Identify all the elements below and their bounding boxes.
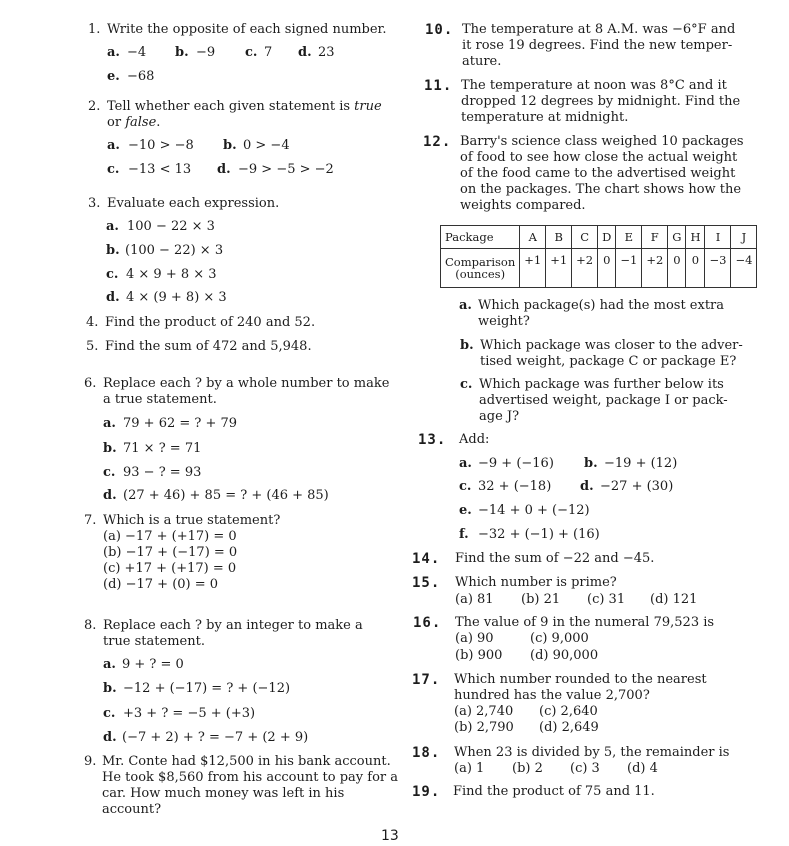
choice: (a) 2,740 <box>454 704 514 719</box>
choice: (b) 900 <box>455 648 503 663</box>
choice: (a) 1 <box>454 761 485 776</box>
choice: (b) 2 <box>512 761 543 776</box>
choice: (a) 90 <box>455 631 494 646</box>
choice: (c) 31 <box>587 592 626 607</box>
choice: (b) −17 + (−17) = 0 <box>103 545 238 560</box>
choice: (d) −17 + (0) = 0 <box>103 577 219 592</box>
package-weight-table <box>440 225 757 288</box>
choice: (b) 2,790 <box>454 720 514 735</box>
choice: (c) 9,000 <box>530 631 589 646</box>
page-number: 13 <box>381 828 399 844</box>
choice: (d) 4 <box>627 761 658 776</box>
choice: (d) 121 <box>650 592 698 607</box>
worksheet-page: 1. Write the opposite of each signed number. a. −4 b. −9 c. 7 d. 23 e. −68 2. Tell whether each given statement is true or false. a. −10 > −8 b. 0 > −4 c. −13 < 13 d. −9 > −5 > −2 3. Evaluate each expression. a. 100 − 22 × 3 b. (100 − 22) × 3 c. 4 × 9 + 8 × 3 d. 4 × (9 + 8) × 3 4. Find the product of 240 and 52. 5. Find the sum of 472 and 5,948. 6. Replace each ? by a whole number to make a true statement. a. 79 + 62 = ? + 79 b. 71 × ? = 71 c. 93 − ? = 93 d. (27 + 46) + 85 = ? + (46 + 85) 7. Which is a true statement? (a) −17 + (+17) = 0 (b) −17 + (−17) = 0 (c) +17 + (+17) = 0 (d) −17 + (0) = 0 8. Replace each ? by an integer to make a true statement. a. 9 + ? = 0 b. −12 + (−17) = ? + (−12) c. +3 + ? = −5 + (+3) d. (−7 + 2) + ? = −7 + (2 + 9) 9. Mr. Conte had $12,500 in his bank account. He took $8,560 from his account to pay for a car. How much money was left in his account? 10. The temperature at 8 A.M. was −6°F and it rose 19 degrees. Find the new temper- ature. 11. The temperature at noon was 8°C and it dropped 12 degrees by midnight. Find the temperature at midnight. 12. Barry's science class weighed 10 packages of food to see how close the actual weight of the food came to the advertised weight on the packages. The chart shows how the weights compared. Package A B C D E F G H I J Comparison (ounces) +1 +1 +2 0 −1 +2 0 0 −3 −4 a. Which package(s) had the most extra weight? b. Which package was closer to the adver- tised weight, package C or package E? c. Which package was further below its advertised weight, package I or pack- age J? 13. Add: a. −9 + (−16) b. −19 + (12) c. 32 + (−18) d. −27 + (30) e. −14 + 0 + (−12) f. −32 + (−1) + (16) 14. Find the sum of −22 and −45. 15. Which number is prime? (a) 81 (b) 21 (c) 31 (d) 121 16. The value of 9 in the numeral 79,523 is (a) 90 (c) 9,000 (b) 900 (d) 90,000 17. Which number rounded to the nearest hundred has the value 2,700? (a) 2,740 (c) 2,640 (b) 2,790 (d) 2,649 18. When 23 is divided by 5, the remainder is (a) 1 (b) 2 (c) 3 (d) 4 19. Find the product of 75 and 11. 13 <box>0 0 789 846</box>
choice: (c) 2,640 <box>539 704 598 719</box>
table-row: Comparison (ounces) +1 +1 +2 0 −1 +2 0 0 −3 −4 <box>441 249 757 288</box>
choice: (a) −17 + (+17) = 0 <box>103 529 237 544</box>
table-header: Comparison (ounces) <box>441 249 520 288</box>
choice: (d) 2,649 <box>539 720 599 735</box>
choice: (c) 3 <box>570 761 600 776</box>
choice: (a) 81 <box>455 592 494 607</box>
choice: (b) 21 <box>521 592 561 607</box>
choice: (c) +17 + (+17) = 0 <box>103 561 237 576</box>
table-row: Package A B C D E F G H I J <box>441 226 757 249</box>
table-header: Package <box>441 226 520 249</box>
question-text: Write the opposite of each signed number. <box>107 22 387 37</box>
question-number: 1. <box>88 22 101 37</box>
choice: (d) 90,000 <box>530 648 599 663</box>
